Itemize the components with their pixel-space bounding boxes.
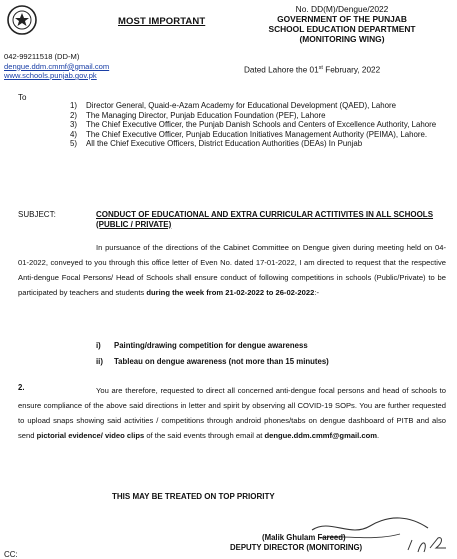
cc-label: CC: bbox=[4, 550, 18, 559]
letter-date: Dated Lahore the 01st February, 2022 bbox=[244, 65, 381, 75]
department-line: SCHOOL EDUCATION DEPARTMENT bbox=[268, 24, 416, 34]
contact-block bbox=[4, 52, 109, 81]
list-item: 5) All the Chief Executive Officers, District Education Authorities (DEAs) In Punjab bbox=[70, 139, 363, 149]
list-item: i) Painting/drawing competition for dengue awareness bbox=[96, 341, 308, 350]
recipient-list bbox=[70, 101, 446, 149]
subject-label: SUBJECT: bbox=[18, 210, 56, 219]
most-important-heading: MOST IMPORTANT bbox=[118, 16, 206, 27]
signatory-title: DEPUTY DIRECTOR (MONITORING) bbox=[230, 543, 363, 552]
punjab-government-logo-icon bbox=[6, 4, 38, 36]
list-item: 4) The Chief Executive Officer, Punjab Education Initiatives Management Authority (PEIMA), Lahore. bbox=[70, 129, 428, 139]
list-item: 3) The Chief Executive Officer, the Punjab Danish Schools and Centers of Excellence Authority, Lahore bbox=[70, 120, 437, 130]
list-item: 1) Director General, Quaid-e-Azam Academy for Educational Development (QAED), Lahore bbox=[70, 101, 397, 110]
subject-text: CONDUCT OF EDUCATIONAL AND EXTRA CURRICULAR ACTITIVITES IN ALL SCHOOLS (PUBLIC / PRIVATE) bbox=[96, 210, 434, 229]
website-link[interactable]: www.schools.punjab.gov.pk bbox=[4, 71, 97, 80]
list-item: ii) Tableau on dengue awareness (not more than 15 minutes) bbox=[96, 356, 329, 366]
phone-number: 042-99211518 (DD-M) bbox=[4, 52, 80, 61]
reference-number: No. DD(M)/Dengue/2022 bbox=[295, 4, 389, 14]
priority-note: THIS MAY BE TREATED ON TOP PRIORITY bbox=[112, 492, 275, 501]
paragraph-2: You are therefore, requested to direct all concerned anti-dengue focal persons and head of schools to ensure compliance of the above said directions in letter and spirit by observing all COVID-19 SOPs. You are further requested to upload snaps showing said activities / competitions through android phones/tabs on dengue dashboard of PITB and also send pictorial evidence/ video clips of the said events through email at dengue.ddm.cmmf@gmail.com. bbox=[18, 386, 446, 440]
email-link[interactable]: dengue.ddm.cmmf@gmail.com bbox=[4, 61, 110, 71]
paragraph-1: In pursuance of the directions of the Cabinet Committee on Dengue given during meeting held on 04-01-2022, conveyed to you through this office letter of Even No. dated 17-01-2022, I am directed to request that the respective Anti-dengue Focal Persons/ Head of Schools shall ensure conduct of following competitions in schools (Public/Private) to be participated by teachers and students during the week from 21-02-2022 to 26-02-2022:- bbox=[18, 243, 446, 297]
to-label: To bbox=[18, 93, 27, 102]
letterhead bbox=[242, 4, 442, 44]
list-item: 2) The Managing Director, Punjab Education Foundation (PEF), Lahore bbox=[70, 110, 326, 120]
government-line: GOVERNMENT OF THE PUNJAB bbox=[277, 14, 407, 24]
wing-line: (MONITORING WING) bbox=[299, 34, 385, 44]
paragraph-2-number: 2. bbox=[18, 383, 25, 392]
competition-list bbox=[96, 338, 329, 369]
signatory-name: (Malik Ghulam Fareed) bbox=[262, 533, 346, 542]
